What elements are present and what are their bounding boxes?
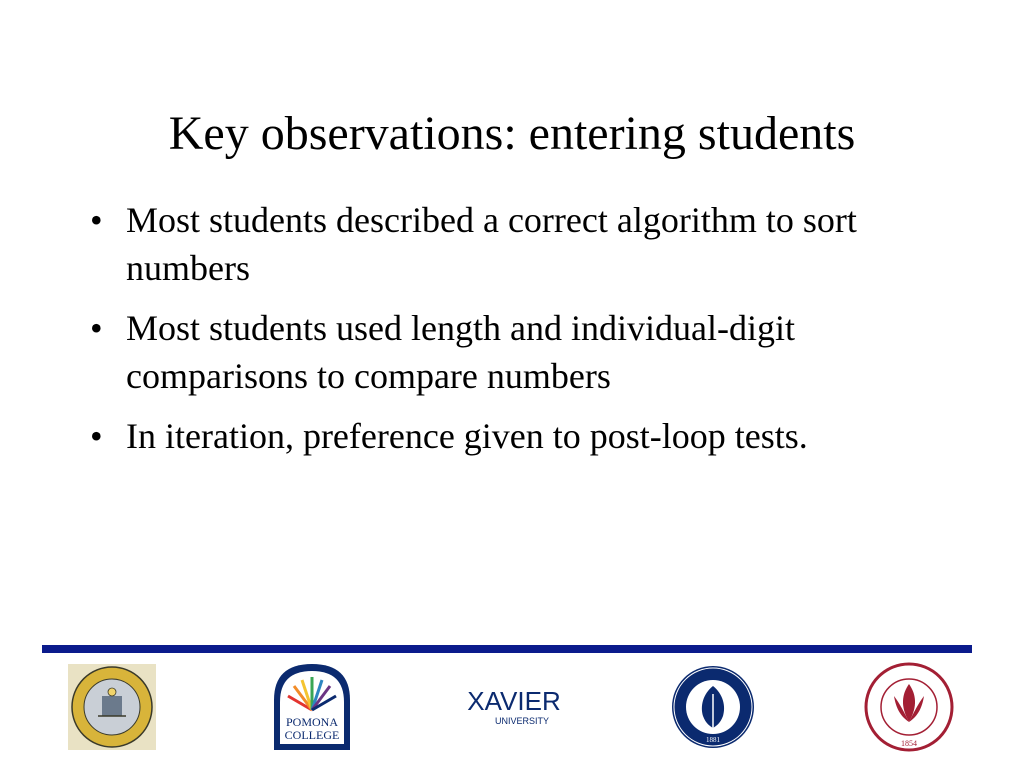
bullet-list bbox=[90, 196, 950, 472]
footer-divider bbox=[42, 645, 972, 653]
pomona-line2: COLLEGE bbox=[284, 728, 340, 742]
bullet-item: • Most students described a correct algorithm to sort numbers bbox=[90, 196, 950, 292]
bullet-item: • Most students used length and individual-digit comparisons to compare numbers bbox=[90, 304, 950, 400]
pomona-line1: POMONA bbox=[285, 715, 339, 729]
pomona-logo-icon bbox=[272, 662, 352, 752]
slide-title: Key observations: entering students bbox=[168, 107, 856, 160]
ucsd-seal-icon bbox=[68, 664, 156, 750]
xavier-name: XAVIER bbox=[467, 686, 561, 716]
xavier-logo-icon bbox=[466, 684, 562, 730]
footer-logos bbox=[0, 660, 1024, 760]
uconn-seal-icon bbox=[670, 664, 756, 750]
uconn-year: 1881 bbox=[706, 736, 720, 744]
xavier-sub: UNIVERSITY bbox=[494, 716, 550, 726]
bullet-item: • In iteration, preference given to post-loop tests. bbox=[90, 412, 950, 460]
ric-year: 1854 bbox=[901, 739, 917, 748]
ric-seal-icon bbox=[864, 662, 954, 752]
